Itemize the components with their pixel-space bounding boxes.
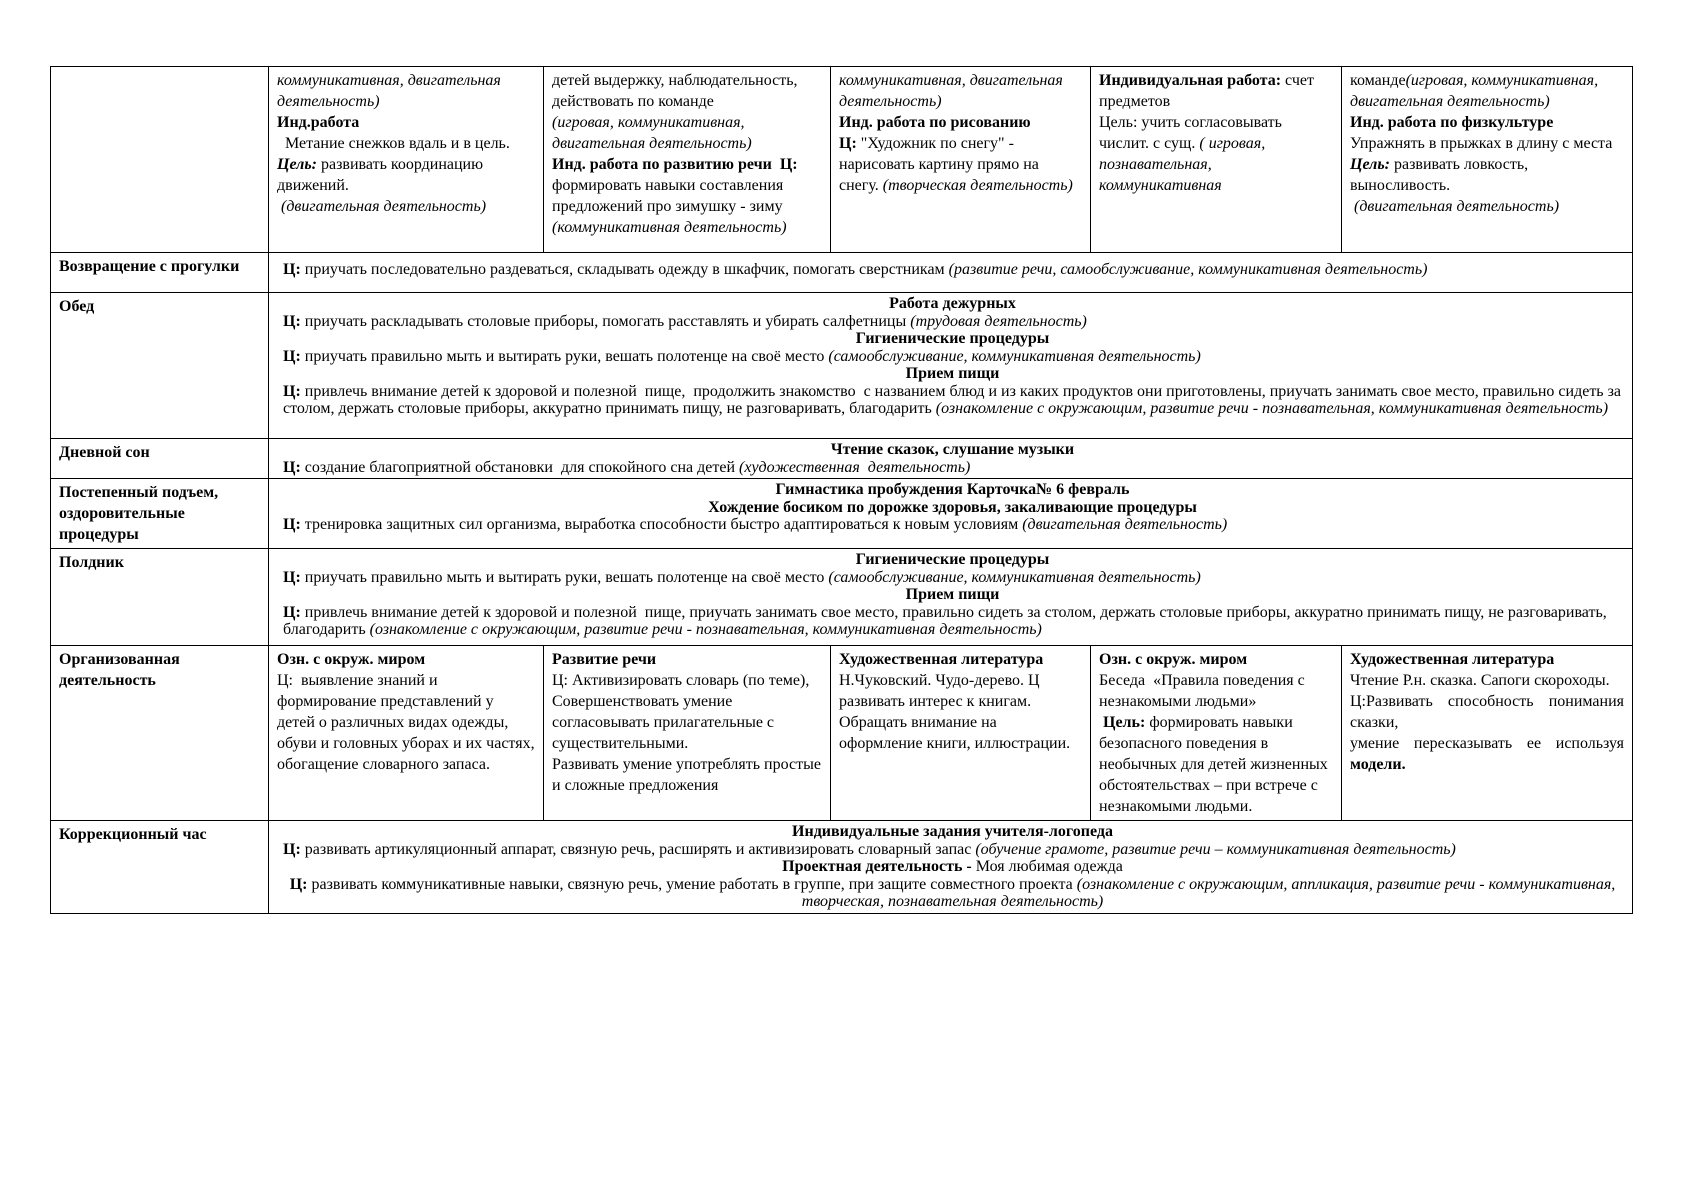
text-segment: счет предметов: [1099, 72, 1318, 110]
text-segment: Прием пищи: [905, 365, 1000, 382]
text-segment: привлечь внимание детей к здоровой и полезной пище, продолжить знакомство с названием блюд и из каких продуктов они приготовлены, приучать занимать свое место, правильно сидеть за столом, держать столовые приборы, аккуратно принимать пищу, не разговаривать, благодарить: [283, 382, 1626, 417]
text-segment: Коррекционный час: [59, 826, 207, 843]
row-nap: [51, 439, 1633, 479]
text-segment: (обучение грамоте, развитие речи – коммуникативная деятельность): [975, 840, 1456, 858]
paragraph: [277, 670, 539, 775]
text-segment: создание благоприятной обстановки для спокойного сна детей: [300, 458, 740, 476]
text-segment: Организованная деятельность: [59, 651, 184, 689]
paragraph: [283, 382, 1626, 418]
daily-plan-table: [50, 66, 1633, 914]
text-segment: формировать навыки безопасного поведения в необычных для детей жизненных обстоятельствах – при встрече с незнакомыми людьми.: [1099, 714, 1332, 815]
paragraph: [59, 552, 260, 573]
cell-label-afternoon-snack: [51, 549, 269, 646]
text-segment: детей выдержку, наблюдательность, действовать по команде: [552, 72, 802, 110]
cell-afternoon-snack-content: [269, 549, 1633, 646]
paragraph: [552, 754, 825, 796]
text-segment: Прием пищи: [905, 586, 1000, 603]
paragraph: [283, 569, 1622, 587]
text-segment: (трудовая деятельность): [910, 312, 1087, 330]
text-segment: Цель:: [1103, 714, 1146, 731]
text-segment: Инд.работа: [277, 114, 360, 131]
text-segment: (самообслуживание, коммуникативная деятельность): [828, 568, 1201, 586]
text-segment: приучать раскладывать столовые приборы, помогать расставлять и убирать салфетницы: [300, 312, 911, 330]
paragraph: [59, 296, 260, 317]
text-segment: (ознакомление с окружающим, развитие речи - познавательная, коммуникативная деятельность): [369, 621, 1042, 638]
text-segment: Ц:: [283, 382, 301, 400]
text-segment: Развитие речи: [552, 651, 657, 668]
text-segment: привлечь внимание детей к здоровой и полезной пище, приучать занимать свое место, правильно сидеть за столом, держать столовые приборы, аккуратно принимать пищу, не разговаривать, благодарить: [283, 603, 1611, 638]
text-segment: Цель: учить согласовывать числит. с сущ.: [1099, 114, 1290, 152]
text-segment: Возвращение с прогулки: [59, 258, 240, 275]
text-segment: Ц:: [283, 458, 301, 476]
text-segment: Чтение сказок, слушание музыки: [830, 441, 1075, 458]
text-segment: Ц:Развивать способность понимания сказки,: [1350, 693, 1628, 731]
cell-label-gradual-wakeup: [51, 479, 269, 549]
cell-nap-content: [269, 439, 1633, 479]
text-segment: Обед: [59, 298, 95, 315]
cell-lunch-content: [269, 293, 1633, 439]
cell-gradual-wakeup-content: [269, 479, 1633, 549]
text-segment: ( игровая, познавательная, коммуникативная: [1099, 135, 1270, 194]
text-segment: Индивидуальная работа:: [1099, 72, 1282, 89]
cell-ind-work-counting: [1091, 67, 1342, 253]
text-segment: Ц: Активизировать словарь (по теме), Совершенствовать умение согласовывать прилагательные с существительными.: [552, 672, 814, 752]
paragraph: [552, 70, 822, 112]
text-segment: Развивать умение употреблять простые и сложные предложения: [552, 756, 825, 794]
text-segment: Упражнять в прыжках в длину с места: [1350, 135, 1613, 152]
paragraph: [839, 112, 1082, 133]
paragraph: [283, 551, 1622, 569]
paragraph: [283, 261, 1622, 279]
text-segment: Инд. работа по рисованию: [839, 114, 1031, 131]
paragraph: [839, 649, 1082, 670]
cell-label-organized-activity: [51, 646, 269, 821]
paragraph: [1099, 649, 1333, 670]
paragraph: [283, 313, 1622, 331]
cell-ind-work-speech: [544, 67, 831, 253]
text-segment: (двигательная деятельность): [1022, 516, 1228, 533]
paragraph: [552, 112, 822, 154]
paragraph: [283, 876, 1622, 911]
paragraph: [283, 481, 1622, 499]
text-segment: Моя любимая одежда: [975, 858, 1123, 875]
text-segment: (ознакомление с окружающим, развитие речи - познавательная, коммуникативная деятельность): [935, 400, 1609, 417]
text-segment: Хождение босиком по дорожке здоровья, закаливающие процедуры: [708, 498, 1197, 516]
paragraph: [283, 823, 1622, 841]
paragraph: [59, 442, 260, 463]
paragraph: [277, 70, 535, 112]
cell-world-familiarization-2: [1091, 646, 1342, 821]
text-segment: Проектная деятельность -: [782, 858, 976, 875]
paragraph: [283, 858, 1622, 876]
paragraph: [1350, 112, 1624, 133]
text-segment: Ц:: [283, 568, 301, 586]
paragraph: [552, 649, 822, 670]
text-segment: (двигательная деятельность): [277, 198, 487, 215]
text-segment: Индивидуальные задания учителя-логопеда: [792, 823, 1113, 840]
cell-correction-hour-content: [269, 821, 1633, 914]
text-segment: Ц:: [283, 603, 301, 621]
paragraph: [1350, 691, 1628, 733]
text-segment: модели.: [1350, 756, 1406, 773]
paragraph: [552, 217, 822, 238]
text-segment: Постепенный подъем, оздоровительные процедуры: [59, 484, 223, 543]
row-gradual-wakeup: [51, 479, 1633, 549]
text-segment: Ц:: [283, 516, 301, 533]
paragraph: [283, 365, 1622, 383]
paragraph: [1350, 70, 1624, 112]
paragraph: [552, 175, 822, 217]
paragraph: [283, 330, 1622, 348]
cell-label-return-from-walk: [51, 253, 269, 293]
text-segment: Озн. с окруж. миром: [277, 651, 426, 668]
cell-blank: [51, 67, 269, 253]
text-segment: Ц:: [839, 135, 857, 152]
paragraph: [552, 154, 822, 175]
cell-label-correction-hour: [51, 821, 269, 914]
text-segment: Цель:: [277, 156, 317, 173]
text-segment: "Художник по снегу" - нарисовать картину прямо на снегу.: [839, 135, 1043, 194]
paragraph: [283, 348, 1622, 366]
row-walk-individual-work: [51, 67, 1633, 253]
text-segment: (творческая деятельность): [882, 177, 1073, 194]
paragraph: [59, 256, 260, 277]
paragraph: [1350, 154, 1624, 196]
row-return-from-walk: [51, 253, 1633, 293]
paragraph: [283, 441, 1622, 459]
paragraph: [1350, 733, 1628, 775]
paragraph: [283, 499, 1622, 517]
paragraph: [277, 154, 535, 196]
text-segment: Гигиенические процедуры: [855, 551, 1050, 568]
paragraph: [59, 824, 260, 845]
text-segment: коммуникативная, двигательная деятельность): [277, 72, 505, 110]
cell-return-from-walk-content: [269, 253, 1633, 293]
text-segment: Ц:: [283, 261, 301, 278]
text-segment: приучать правильно мыть и вытирать руки, вешать полотенце на своё место: [300, 347, 829, 365]
text-segment: Н.Чуковский. Чудо-дерево. Ц развивать интерес к книгам. Обращать внимание на оформление книги, иллюстрации.: [839, 672, 1071, 752]
paragraph: [1099, 70, 1333, 112]
paragraph: [283, 295, 1622, 313]
paragraph: [283, 586, 1622, 604]
text-segment: Полдник: [59, 554, 124, 571]
table-body: [51, 67, 1633, 914]
cell-label-lunch: [51, 293, 269, 439]
cell-label-nap: [51, 439, 269, 479]
text-segment: развивать координацию движений.: [277, 156, 488, 194]
paragraph: [59, 482, 260, 545]
text-segment: Ц:: [283, 840, 301, 858]
row-correction-hour: [51, 821, 1633, 914]
row-lunch: [51, 293, 1633, 439]
cell-fiction-literature-2: [1342, 646, 1633, 821]
paragraph: [283, 516, 1622, 534]
paragraph: [1350, 649, 1624, 670]
text-segment: Художественная литература: [839, 651, 1044, 668]
paragraph: [1099, 670, 1333, 712]
text-segment: коммуникативная, двигательная деятельность): [839, 72, 1067, 110]
paragraph: [277, 649, 535, 670]
text-segment: Цель:: [1350, 156, 1390, 173]
text-segment: (ознакомление с окружающим, аппликация, развитие речи - коммуникативная, творческая, познавательная деятельность): [801, 875, 1620, 910]
text-segment: Озн. с окруж. миром: [1099, 651, 1248, 668]
paragraph: [283, 841, 1622, 859]
text-segment: Беседа «Правила поведения с незнакомыми людьми»: [1099, 672, 1309, 710]
text-segment: развивать коммуникативные навыки, связную речь, умение работать в группе, при защите совместного проекта: [307, 875, 1077, 893]
paragraph: [839, 133, 1082, 196]
text-segment: формировать навыки составления предложений про зимушку - зиму: [552, 177, 788, 215]
text-segment: развивать ловкость, выносливость.: [1350, 156, 1533, 194]
text-segment: Инд. работа по физкультуре: [1350, 114, 1554, 131]
paragraph: [552, 670, 822, 754]
paragraph: [1099, 112, 1333, 196]
text-segment: (самообслуживание, коммуникативная деятельность): [828, 347, 1201, 365]
text-segment: (игровая, коммуникативная, двигательная деятельность): [1350, 72, 1603, 110]
paragraph: [1350, 133, 1624, 154]
paragraph: [277, 112, 535, 133]
text-segment: Ц:: [283, 312, 301, 330]
cell-world-familiarization: [269, 646, 544, 821]
text-segment: (художественная деятельность): [739, 458, 971, 476]
text-segment: (развитие речи, самообслуживание, коммуникативная деятельность): [948, 261, 1428, 278]
text-segment: (игровая, коммуникативная, двигательная деятельность): [552, 114, 752, 152]
text-segment: Дневной сон: [59, 444, 150, 461]
paragraph: [59, 649, 260, 691]
paragraph: [277, 196, 535, 217]
cell-ind-work-physical: [1342, 67, 1633, 253]
row-organized-activity: [51, 646, 1633, 821]
cell-ind-work-snowballs: [269, 67, 544, 253]
text-segment: Гимнастика пробуждения Карточка№ 6 февраль: [775, 481, 1130, 498]
text-segment: команде: [1350, 72, 1406, 89]
text-segment: приучать последовательно раздеваться, складывать одежду в шкафчик, помогать сверстникам: [300, 261, 949, 278]
text-segment: Чтение Р.н. сказка. Сапоги скороходы.: [1350, 672, 1610, 689]
text-segment: Художественная литература: [1350, 651, 1555, 668]
text-segment: (двигательная деятельность): [1350, 198, 1560, 215]
text-segment: Работа дежурных: [889, 295, 1016, 312]
cell-speech-development: [544, 646, 831, 821]
paragraph: [1099, 712, 1333, 817]
text-segment: развивать артикуляционный аппарат, связную речь, расширять и активизировать словарный запас: [300, 840, 976, 858]
paragraph: [839, 70, 1082, 112]
text-segment: Гигиенические процедуры: [855, 330, 1050, 347]
row-afternoon-snack: [51, 549, 1633, 646]
text-segment: Ц:: [283, 347, 301, 365]
paragraph: [1350, 670, 1624, 691]
paragraph: [839, 670, 1082, 754]
text-segment: приучать правильно мыть и вытирать руки, вешать полотенце на своё место: [300, 568, 829, 586]
text-segment: Инд. работа по развитию речи Ц:: [552, 156, 798, 173]
text-segment: умение пересказывать ее используя: [1350, 735, 1628, 752]
cell-fiction-literature: [831, 646, 1091, 821]
paragraph: [283, 604, 1622, 639]
text-segment: (коммуникативная деятельность): [552, 219, 787, 236]
cell-ind-work-drawing: [831, 67, 1091, 253]
text-segment: тренировка защитных сил организма, выработка способности быстро адаптироваться к новым условиям: [300, 516, 1023, 533]
paragraph: [283, 459, 1622, 477]
text-segment: Метание снежков вдаль и в цель.: [277, 135, 510, 152]
paragraph: [1350, 196, 1624, 217]
text-segment: Ц:: [289, 875, 308, 893]
paragraph: [277, 133, 535, 154]
text-segment: Ц: выявление знаний и формирование представлений у детей о различных видах одежды, обуви и головных уборах и их частях, обогащение словарного запаса.: [277, 672, 539, 773]
